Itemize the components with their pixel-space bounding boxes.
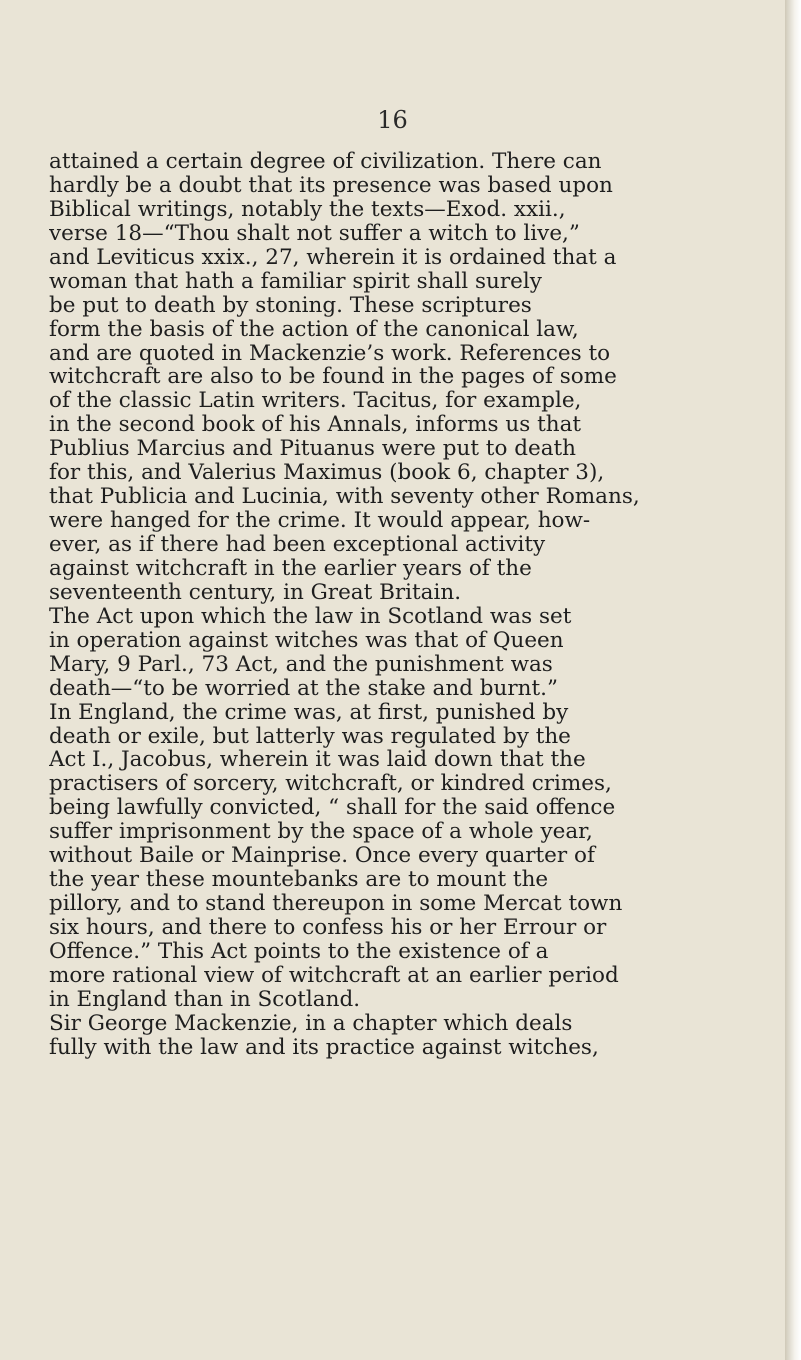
text-line: in England than in Scotland.: [49, 987, 361, 1012]
text-line: Publius Marcius and Pituanus were put to death: [49, 437, 577, 462]
body-text: [49, 150, 739, 1060]
text-line: fully with the law and its practice against witches,: [49, 1035, 599, 1060]
text-line: witchcraft are also to be found in the pages of some: [49, 365, 617, 390]
page-edge: [785, 0, 801, 1360]
text-line: attained a certain degree of civilization. There can: [49, 150, 602, 174]
text-line: without Baile or Mainprise. Once every quarter of: [49, 844, 595, 869]
text-line: against witchcraft in the earlier years of the: [49, 556, 532, 581]
text-line: ever, as if there had been exceptional activity: [49, 533, 546, 557]
text-line: seventeenth century, in Great Britain.: [49, 580, 462, 605]
text-line: verse 18—“Thou shalt not suffer a witch to live,”: [49, 221, 580, 246]
text-line: six hours, and there to confess his or her Errour or: [49, 916, 607, 940]
text-line: practisers of sorcery, witchcraft, or kindred crimes,: [49, 772, 612, 797]
text-line: death or exile, but latterly was regulated by the: [49, 724, 571, 749]
text-line: suffer imprisonment by the space of a whole year,: [49, 820, 593, 845]
text-line: being lawfully convicted, “ shall for the said offence: [49, 796, 616, 821]
text-line: and Leviticus xxix., 27, wherein it is ordained that a: [49, 245, 617, 270]
text-line: hardly be a doubt that its presence was based upon: [49, 173, 613, 198]
text-line: Sir George Mackenzie, in a chapter which deals: [49, 1011, 573, 1036]
text-line: Mary, 9 Parl., 73 Act, and the punishment was: [49, 652, 553, 677]
text-line: of the classic Latin writers. Tacitus, for example,: [49, 389, 582, 414]
text-line: that Publicia and Lucinia, with seventy other Romans,: [49, 485, 640, 510]
text-line: in the second book of his Annals, informs us that: [49, 413, 582, 438]
text-line: woman that hath a familiar spirit shall surely: [49, 269, 542, 294]
text-line: death—“to be worried at the stake and burnt.”: [49, 676, 558, 701]
text-line: Offence.” This Act points to the existence of a: [49, 939, 549, 964]
text-line: Act I., Jacobus, wherein it was laid down that the: [49, 748, 586, 773]
page-number: 16: [377, 106, 408, 134]
text-line: more rational view of witchcraft at an earlier period: [49, 963, 619, 988]
text-line: Biblical writings, notably the texts—Exod. xxii.,: [49, 197, 566, 222]
text-line: form the basis of the action of the canonical law,: [49, 317, 579, 342]
text-line: for this, and Valerius Maximus (book 6, chapter 3),: [49, 461, 605, 486]
text-line: be put to death by stoning. These scriptures: [49, 293, 532, 318]
text-line: In England, the crime was, at first, punished by: [49, 700, 569, 725]
text-line: in operation against witches was that of Queen: [49, 628, 564, 653]
text-line: The Act upon which the law in Scotland was set: [49, 604, 572, 629]
text-line: were hanged for the crime. It would appear, how-: [49, 509, 591, 533]
text-line: and are quoted in Mackenzie’s work. References to: [49, 341, 611, 366]
text-line: pillory, and to stand thereupon in some Mercat town: [49, 892, 623, 916]
text-line: the year these mountebanks are to mount the: [49, 868, 549, 893]
